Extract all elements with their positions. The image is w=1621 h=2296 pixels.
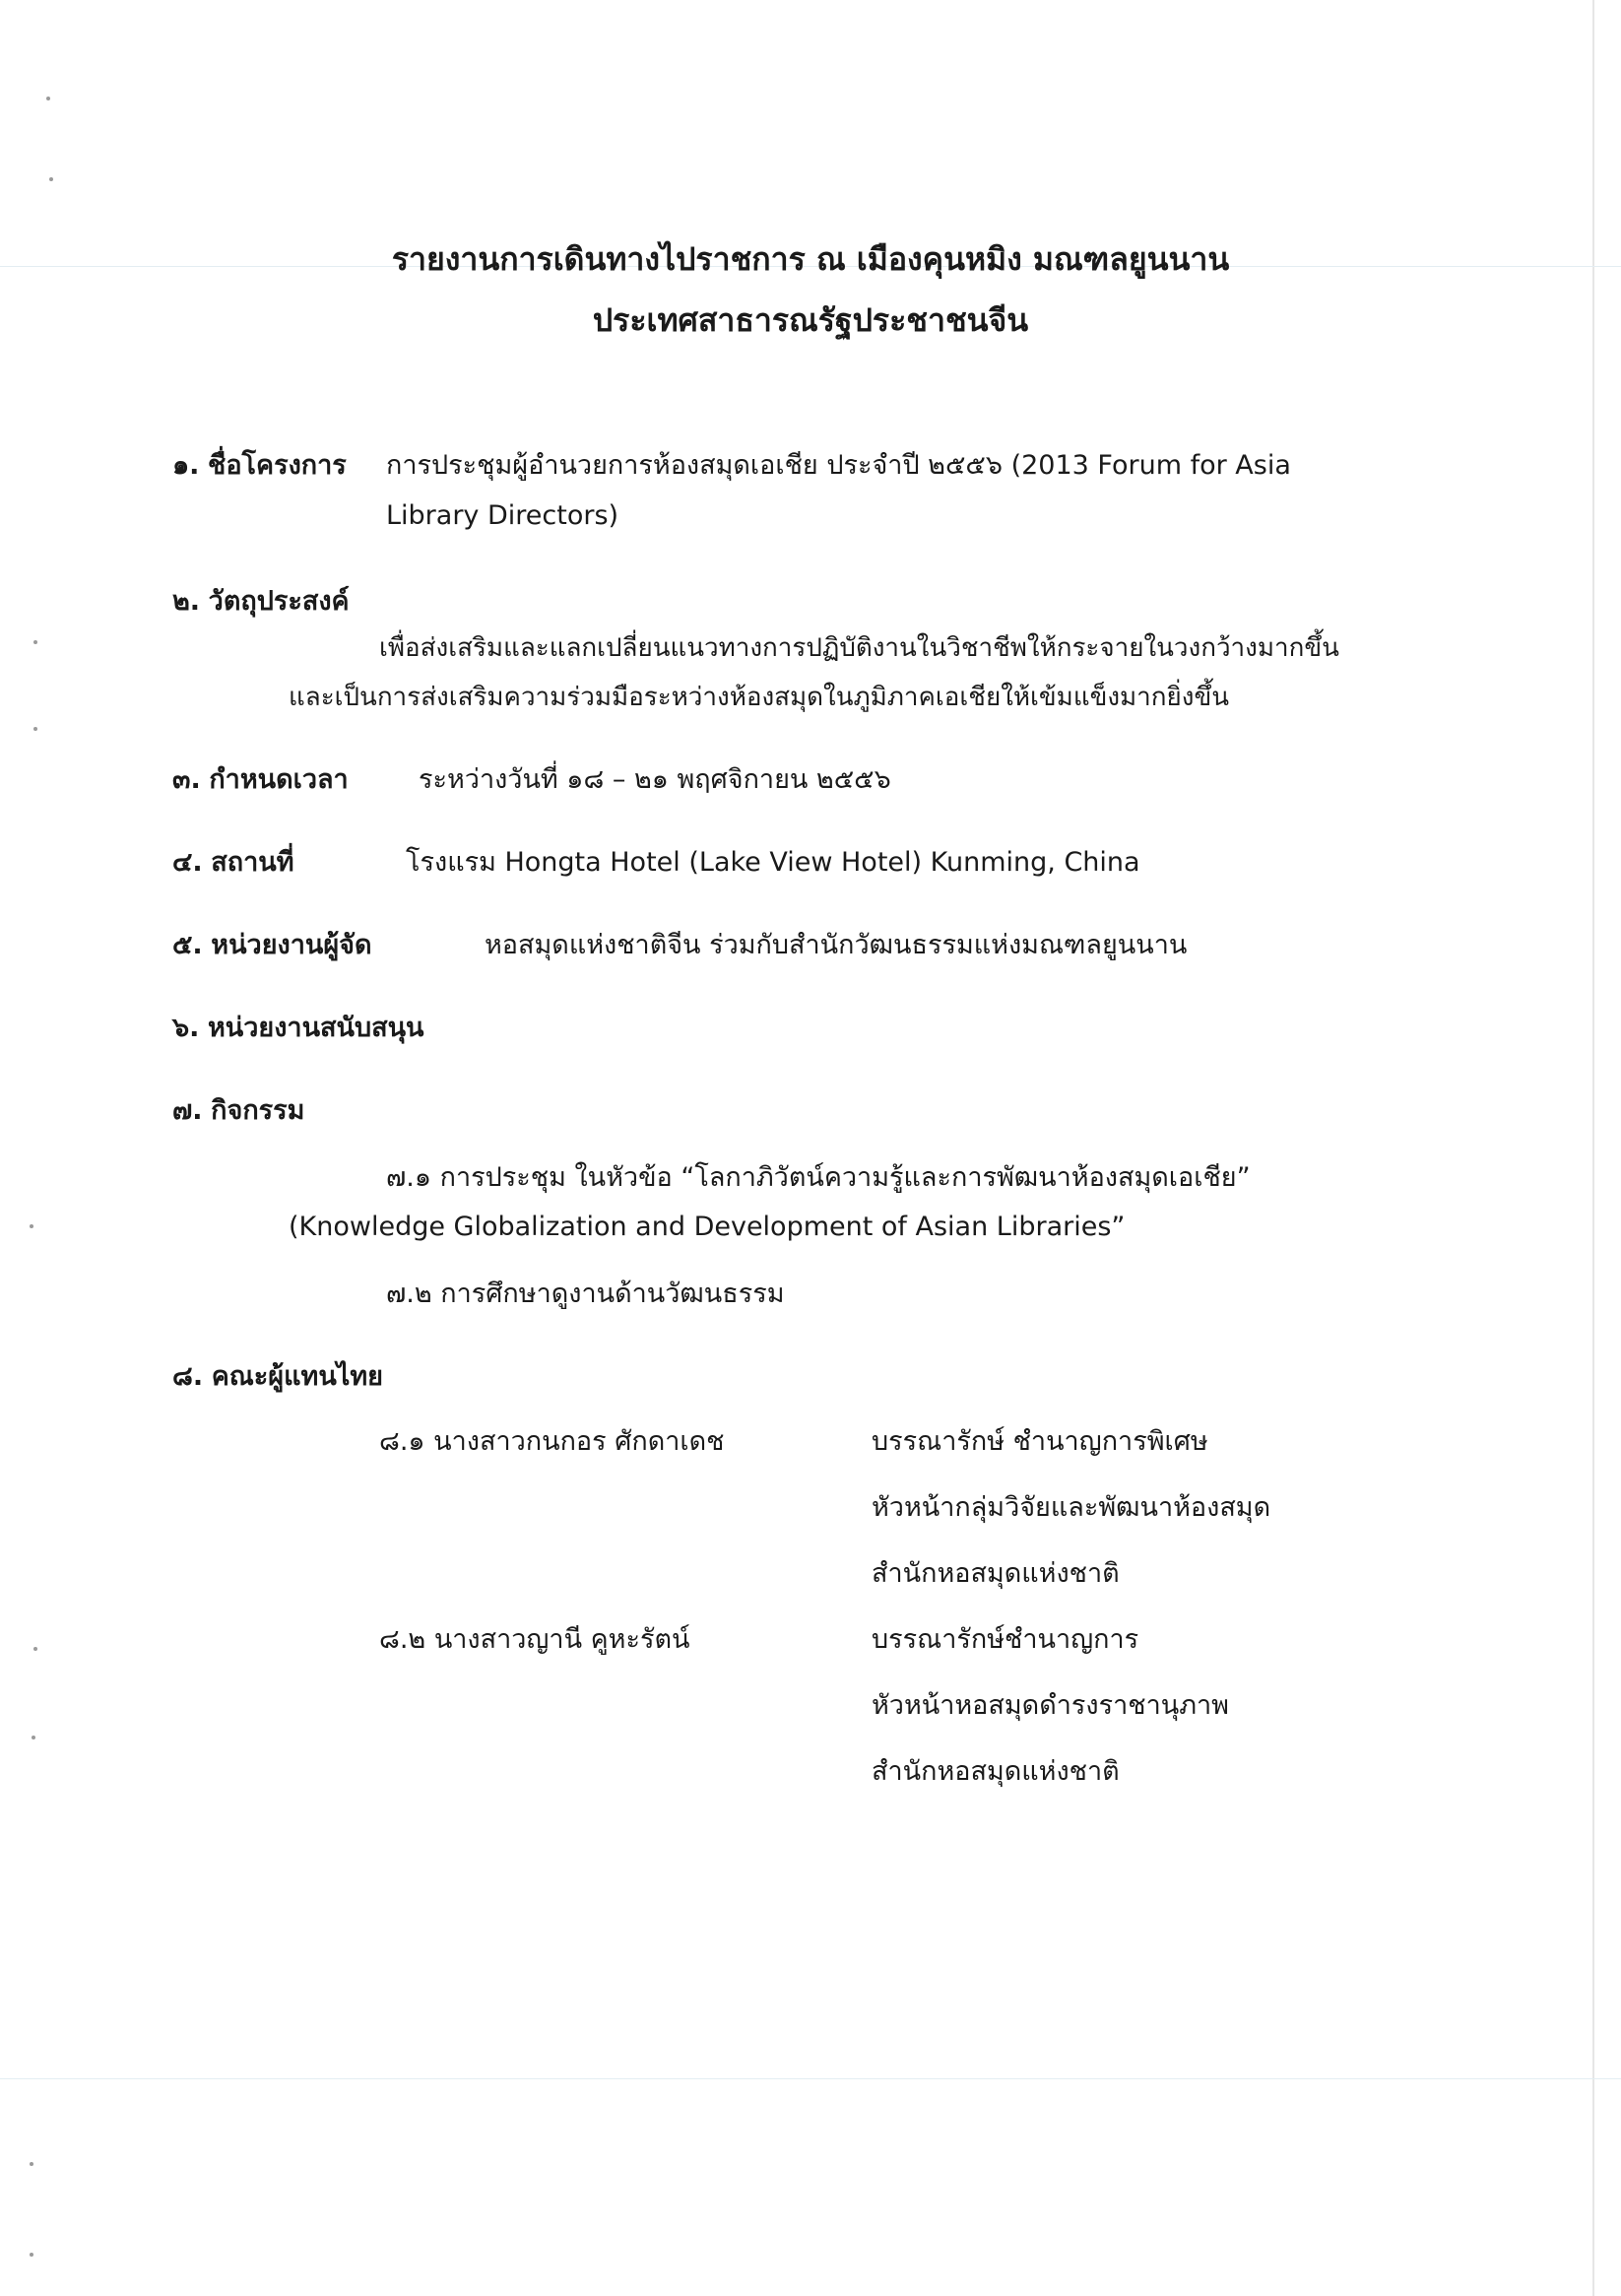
section-3-number: ๓. [172,764,201,795]
member-8-1-line [379,1424,724,1460]
section-1-number: ๑. [172,450,200,481]
section-1-line-1 [172,448,347,484]
section-8-line [172,1359,383,1395]
scan-speck [30,2162,33,2166]
member-8-1-position-3: สำนักหอสมุดแห่งชาติ [872,1558,1120,1589]
document-title-line-2: ประเทศสาธารณรัฐประชาชนจีน [592,301,1029,339]
section-2-heading: วัตถุประสงค์ [208,586,350,617]
section-4-number: ๔. [172,847,203,878]
document-title-line-1: รายงานการเดินทางไปราชการ ณ เมืองคุนหมิง มณฑลยูนนาน [391,240,1230,278]
member-8-2-name: นางสาวญานี คูหะรัตน์ [433,1624,690,1655]
section-7-line [172,1093,304,1129]
section-2-text-line-2: และเป็นการส่งเสริมความร่วมมือระหว่างห้องสมุดในภูมิภาคเอเชียให้เข้มแข็งมากยิ่งขึ้น [289,683,1230,712]
member-8-1-name: นางสาวกนกอร ศักดาเดช [433,1426,725,1457]
section-5-line [172,928,372,963]
activity-7-2-text: การศึกษาดูงานด้านวัฒนธรรม [440,1279,785,1309]
section-8-number: ๘. [172,1361,204,1392]
section-2-line [172,584,350,620]
scan-speck [30,1224,33,1228]
section-6-number: ๖. [172,1013,200,1043]
section-3-heading: กำหนดเวลา [209,764,349,795]
activity-7-2-number: ๗.๒ [386,1279,432,1309]
section-1-text-line-1: การประชุมผู้อำนวยการห้องสมุดเอเชีย ประจำปี ๒๕๕๖ (2013 Forum for Asia [386,450,1291,481]
scan-line-bottom [0,2078,1621,2079]
member-8-2-line [379,1622,689,1658]
activity-7-1-number: ๗.๑ [386,1162,432,1193]
section-5-text: หอสมุดแห่งชาติจีน ร่วมกับสำนักวัฒนธรรมแห่งมณฑลยูนนาน [485,930,1188,960]
activity-7-1-text: การประชุม ในหัวข้อ “โลกาภิวัตน์ความรู้และการพัฒนาห้องสมุดเอเชีย” [439,1162,1251,1193]
section-4-heading: สถานที่ [211,847,294,878]
member-8-1-position-1: บรรณารักษ์ ชำนาญการพิเศษ [872,1426,1208,1457]
section-7-heading: กิจกรรม [211,1095,305,1126]
member-8-1-position-2: หัวหน้ากลุ่มวิจัยและพัฒนาห้องสมุด [872,1492,1271,1523]
section-6-line [172,1011,424,1046]
scan-speck [33,727,37,731]
scan-speck [49,177,53,181]
section-3-line [172,762,349,798]
section-1-text-line-2: Library Directors) [386,500,619,531]
member-8-2-position-1: บรรณารักษ์ชำนาญการ [872,1624,1139,1655]
section-5-heading: หน่วยงานผู้จัด [211,930,372,960]
section-4-line [172,845,294,881]
section-4-text: โรงแรม Hongta Hotel (Lake View Hotel) Kunming, China [406,847,1140,878]
scan-speck [32,1736,35,1739]
scan-speck [33,640,37,644]
activity-7-2-line [386,1277,785,1312]
scan-speck [33,1647,37,1651]
member-8-2-position-2: หัวหน้าหอสมุดดำรงราชานุภาพ [872,1690,1229,1721]
scan-speck [30,2253,33,2257]
section-8-heading: คณะผู้แทนไทย [211,1361,383,1392]
member-8-1-number: ๘.๑ [379,1426,425,1457]
member-8-2-number: ๘.๒ [379,1624,426,1655]
section-6-heading: หน่วยงานสนับสนุน [208,1013,424,1043]
section-2-text-line-1: เพื่อส่งเสริมและแลกเปลี่ยนแนวทางการปฏิบัติงานในวิชาชีพให้กระจายในวงกว้างมากขึ้น [379,633,1339,663]
section-2-number: ๒. [172,586,201,617]
scan-speck [46,97,50,100]
section-5-number: ๕. [172,930,203,960]
section-3-text: ระหว่างวันที่ ๑๘ – ๒๑ พฤศจิกายน ๒๕๕๖ [419,764,891,795]
section-1-heading: ชื่อโครงการ [208,450,347,481]
page-edge [1592,0,1594,2296]
member-8-2-position-3: สำนักหอสมุดแห่งชาติ [872,1756,1120,1787]
activity-7-1-line-1 [386,1160,1251,1196]
section-7-number: ๗. [172,1095,203,1126]
activity-7-1-line-2: (Knowledge Globalization and Development of Asian Libraries” [289,1212,1126,1242]
